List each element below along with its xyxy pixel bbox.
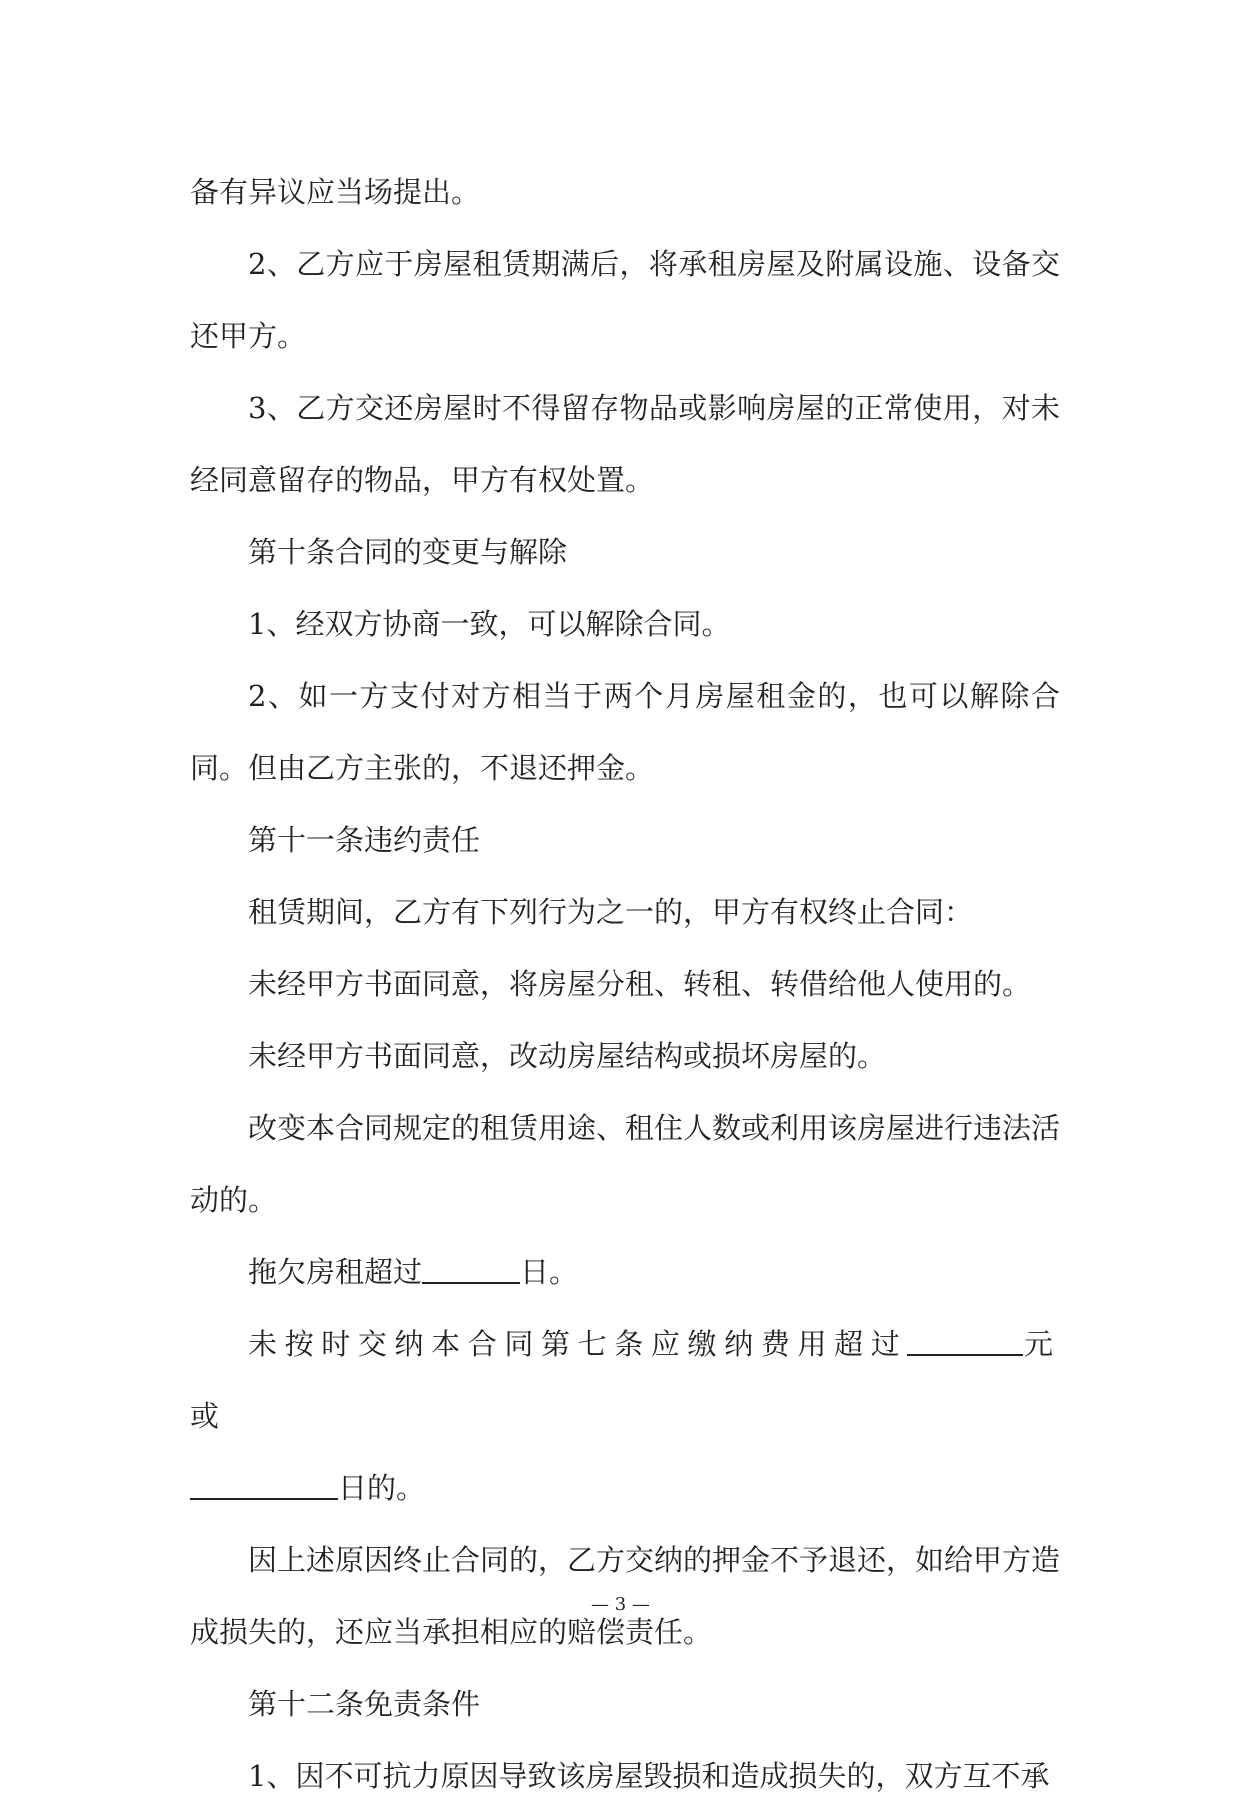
paragraph-clause-3: 3、乙方交还房屋时不得留存物品或影响房屋的正常使用，对未经同意留存的物品，甲方有权处置。 (190, 391, 1060, 497)
page-number: — 3 — (591, 1594, 650, 1615)
heading-article-11: 第十一条违约责任 (248, 823, 481, 857)
fees-overdue-suffix: 日的。 (338, 1471, 426, 1505)
paragraph-force-majeure: 1、因不可抗力原因导致该房屋毁损和造成损失的，双方互不承 (248, 1759, 1050, 1793)
amount-blank (907, 1324, 1023, 1356)
paragraph-sublet: 未经甲方书面同意，将房屋分租、转租、转借给他人使用的。 (248, 967, 1032, 1001)
rent-overdue-text: 拖欠房租超过 (248, 1255, 423, 1289)
heading-article-10: 第十条合同的变更与解除 (248, 535, 568, 569)
paragraph-clause-2: 2、乙方应于房屋租赁期满后，将承租房屋及附属设施、设备交还甲方。 (190, 247, 1060, 353)
paragraph-article-10-1: 1、经双方协商一致，可以解除合同。 (248, 607, 731, 641)
paragraph-deposit-forfeit: 因上述原因终止合同的，乙方交纳的押金不予退还，如给甲方造成损失的，还应当承担相应的赔偿责任。 (190, 1543, 1061, 1649)
fees-overdue-text: 未按时交纳本合同第七条应缴纳费用超过 (248, 1327, 908, 1361)
heading-article-12: 第十二条免责条件 (248, 1687, 481, 1721)
paragraph-termination-intro: 租赁期间，乙方有下列行为之一的，甲方有权终止合同： (248, 895, 974, 929)
paragraph-article-10-2: 2、如一方支付对方相当于两个月房屋租金的，也可以解除合同。但由乙方主张的，不退还押金。 (190, 679, 1060, 785)
paragraph-rent-overdue (190, 1236, 1060, 1308)
paragraph-fees-overdue (190, 1308, 1060, 1524)
document-body (190, 156, 1060, 1812)
days-blank-2 (190, 1468, 338, 1500)
fees-overdue-or: 元或 (190, 1327, 1060, 1433)
days-blank (422, 1252, 520, 1284)
paragraph-illegal-use: 改变本合同规定的租赁用途、租住人数或利用该房屋进行违法活动的。 (190, 1111, 1061, 1217)
paragraph-structure-change: 未经甲方书面同意，改动房屋结构或损坏房屋的。 (248, 1039, 887, 1073)
rent-overdue-suffix: 日。 (520, 1255, 579, 1289)
paragraph-continuation: 备有异议应当场提出。 (190, 175, 481, 209)
